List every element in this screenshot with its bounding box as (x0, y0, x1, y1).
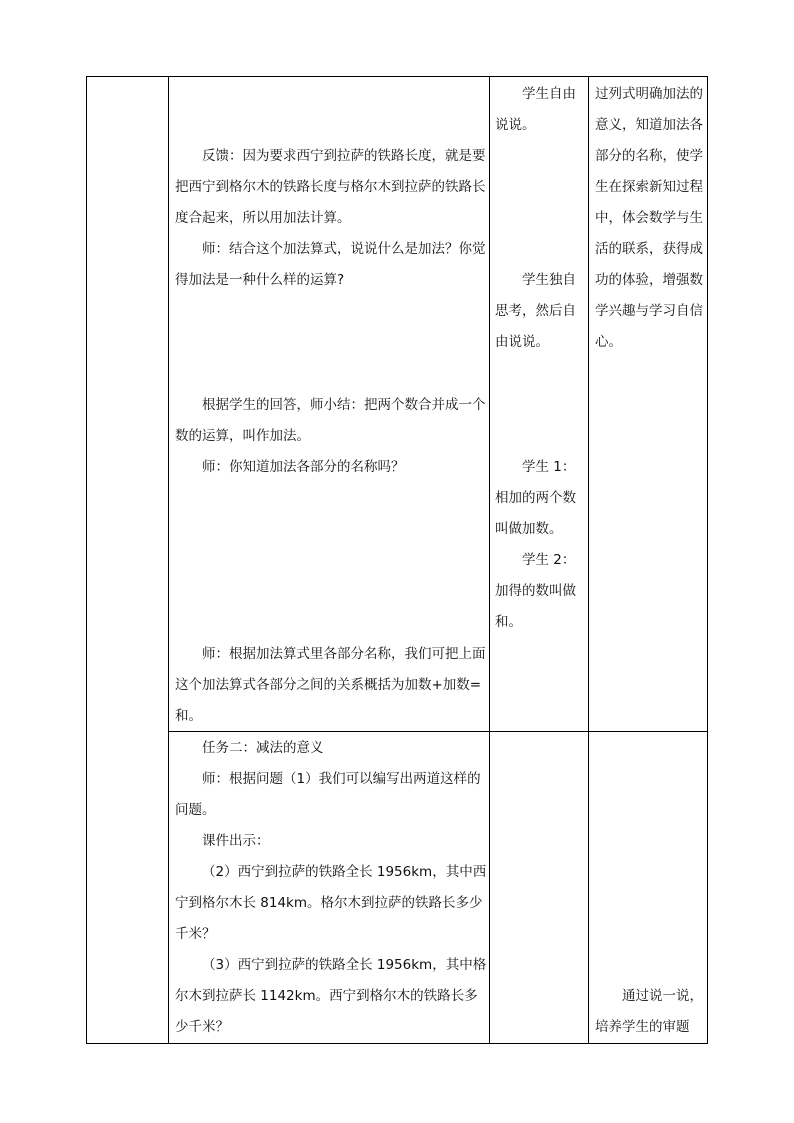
column-divider-3 (588, 76, 589, 1044)
table-border-right (707, 76, 708, 1044)
student-answer-2: 学生 2：加得的数叫做和。 (495, 552, 576, 630)
table-border-top (86, 76, 708, 77)
lesson-plan-table (86, 76, 708, 1044)
task-two-title: 任务二：减法的意义 (202, 740, 324, 756)
teacher-summary: 根据学生的回答，师小结：把两个数合并成一个数的运算，叫作加法。 (175, 397, 486, 444)
teacher-activity-cell-1 (175, 141, 487, 296)
teacher-activity-cell-1b (175, 390, 487, 483)
column-divider-2 (489, 76, 490, 1044)
design-intent-cell-1: 过列式明确加法的意义，知道加法各部分的名称，使学生在探索新知过程中，体会数学与生活的联系，获得成功的体验，增强数学兴趣与学习自信心。 (595, 86, 703, 350)
task-two-prompt: 师：根据问题（1）我们可以编写出两道这样的问题。 (175, 771, 481, 818)
student-activity-think: 学生独自思考，然后自由说说。 (495, 272, 576, 350)
slide-show-label: 课件出示： (202, 833, 270, 849)
addition-relationship: 师：根据加法算式里各部分名称，我们可把上面这个加法算式各部分之间的关系概括为加数+加数=和。 (175, 646, 486, 724)
problem-3: （3）西宁到拉萨的铁路全长 1956km，其中格尔木到拉萨长 1142km。西宁到格尔木的铁路长多少千米？ (175, 957, 487, 1035)
question-part-names: 师：你知道加法各部分的名称吗？ (202, 459, 405, 475)
column-divider-1 (168, 76, 169, 1044)
teacher-activity-cell-2 (175, 733, 487, 1043)
student-answer-1: 学生 1：相加的两个数叫做加数。 (495, 459, 576, 537)
feedback-paragraph: 反馈：因为要求西宁到拉萨的铁路长度，就是要把西宁到格尔木的铁路长度与格尔木到拉萨的铁路长度合起来，所以用加法计算。 (175, 148, 486, 226)
table-border-bottom (86, 1043, 708, 1044)
table-border-left (86, 76, 87, 1044)
design-intent-cell-2: 通过说一说，培养学生的审题 (595, 988, 703, 1035)
question-what-is-addition: 师：结合这个加法算式，说说什么是加法？你觉得加法是一种什么样的运算? (175, 241, 486, 288)
problem-2: （2）西宁到拉萨的铁路全长 1956km，其中西宁到格尔木长 814km。格尔木到拉萨的铁路长多少千米？ (175, 864, 487, 942)
student-activity-free-talk: 学生自由说说。 (495, 86, 576, 133)
teacher-activity-cell-1c (175, 639, 487, 732)
